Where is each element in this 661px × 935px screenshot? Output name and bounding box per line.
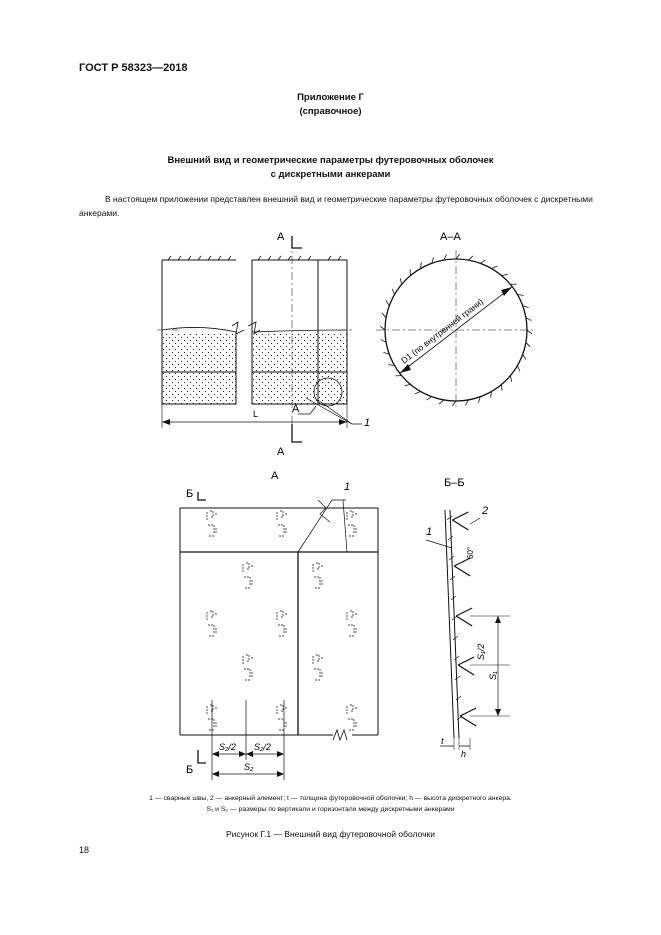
anchor-angle-label: 60° bbox=[466, 546, 475, 559]
length-label: L bbox=[253, 409, 259, 419]
shell-anchor-ticks bbox=[168, 256, 341, 260]
thickness-label: t bbox=[441, 736, 444, 746]
anchor-mark bbox=[277, 705, 287, 730]
figure-legend-line-1: 1 — сварные швы, 2 — анкерный элемент; t — толщина футеровочной оболочки; h — высота дискретного анкера. bbox=[149, 795, 512, 802]
circle-anchor-tick bbox=[415, 391, 421, 393]
appendix-title: Приложение Г bbox=[297, 92, 364, 103]
height-label: h bbox=[461, 749, 467, 759]
half-pitch-s2-right: S₂/2 bbox=[254, 742, 271, 752]
side-view-title: Б–Б bbox=[444, 477, 465, 489]
circle-anchor-tick bbox=[392, 289, 394, 295]
anchor-mark bbox=[277, 511, 287, 536]
anchor-mark bbox=[243, 563, 253, 588]
side-anchor bbox=[460, 708, 476, 726]
side-anchors bbox=[452, 512, 476, 726]
circle-anchor-tick bbox=[456, 254, 460, 259]
circle-anchor-tick bbox=[480, 260, 485, 263]
detail-section-mark-top: Б bbox=[186, 488, 194, 500]
circle-section bbox=[376, 250, 536, 410]
anchor-mark bbox=[347, 611, 357, 636]
pitch-s1: S₁ bbox=[488, 671, 498, 680]
appendix-type: (справочное) bbox=[299, 106, 362, 117]
anchor-mark bbox=[313, 655, 323, 680]
circle-anchor-tick bbox=[523, 354, 526, 359]
circle-anchor-tick bbox=[517, 366, 519, 372]
anchor-mark bbox=[207, 511, 217, 536]
circle-view-title: А–А bbox=[440, 231, 461, 243]
anchor-mark bbox=[347, 705, 357, 730]
section-mark-bottom: А bbox=[277, 446, 285, 458]
circle-anchor-tick bbox=[510, 376, 511, 382]
circle-anchor-tick bbox=[527, 330, 532, 334]
figure-legend-line-2: S₁ и S₂ — размеры по вертикали и горизонтали между дискретными анкерами bbox=[206, 806, 455, 813]
side-section bbox=[426, 510, 510, 750]
figure-caption: Рисунок Г.1 — Внешний вид футеровочной оболочки bbox=[225, 829, 436, 839]
circle-anchor-tick bbox=[492, 266, 498, 268]
circle-anchor-tick bbox=[439, 400, 444, 404]
circle-anchor-tick bbox=[386, 300, 389, 305]
weld-callout-label-detail: 1 bbox=[344, 481, 351, 493]
anchor-mark bbox=[277, 611, 287, 636]
circle-anchor-tick bbox=[380, 326, 385, 330]
weld-callout-label-side: 1 bbox=[426, 526, 433, 538]
circle-anchor-tick bbox=[400, 278, 401, 284]
document-code: ГОСТ Р 58323—2018 bbox=[79, 62, 188, 74]
diameter-label: D1 (по внутренней грани) bbox=[399, 296, 486, 366]
detail-section-mark-bottom: Б bbox=[186, 764, 194, 776]
section-mark-top: А bbox=[277, 231, 285, 243]
anchor-callout-label: 2 bbox=[482, 505, 489, 517]
shell-elevation bbox=[157, 236, 362, 442]
side-anchor bbox=[452, 512, 468, 530]
side-anchor bbox=[454, 558, 470, 576]
detail-anchors bbox=[207, 511, 357, 730]
circle-anchor-tick bbox=[452, 401, 456, 406]
side-anchor bbox=[456, 608, 472, 626]
circle-anchor-tick bbox=[502, 274, 508, 275]
anchor-mark bbox=[313, 563, 323, 588]
half-pitch-s2-left: S₂/2 bbox=[219, 742, 236, 752]
weld-callout-label-top: 1 bbox=[364, 417, 371, 429]
circle-anchor-tick bbox=[426, 397, 431, 400]
anchor-mark bbox=[207, 611, 217, 636]
circle-anchor-tick bbox=[526, 342, 530, 347]
detail-callout-label: А bbox=[292, 403, 300, 415]
detail-view-title: А bbox=[271, 470, 279, 482]
section-title-line-1: Внешний вид и геометрические параметры футеровочных оболочек bbox=[167, 155, 494, 166]
page-number: 18 bbox=[79, 845, 90, 855]
circle-anchor-tick bbox=[404, 384, 410, 385]
anchor-mark bbox=[347, 511, 357, 536]
intro-paragraph: В настоящем приложении представлен внешний вид и геометрические параметры футеровочных оболочек с дискретными анкерами. bbox=[79, 194, 593, 218]
anchor-mark bbox=[243, 655, 253, 680]
circle-anchor-tick bbox=[468, 256, 473, 260]
side-anchor bbox=[458, 657, 474, 675]
detail-view bbox=[180, 492, 378, 763]
circle-anchor-tick bbox=[382, 313, 386, 318]
half-pitch-s1: S₁/2 bbox=[476, 643, 486, 660]
section-title-line-2: с дискретными анкерами bbox=[270, 169, 391, 180]
pitch-s2: S₂ bbox=[244, 762, 254, 772]
